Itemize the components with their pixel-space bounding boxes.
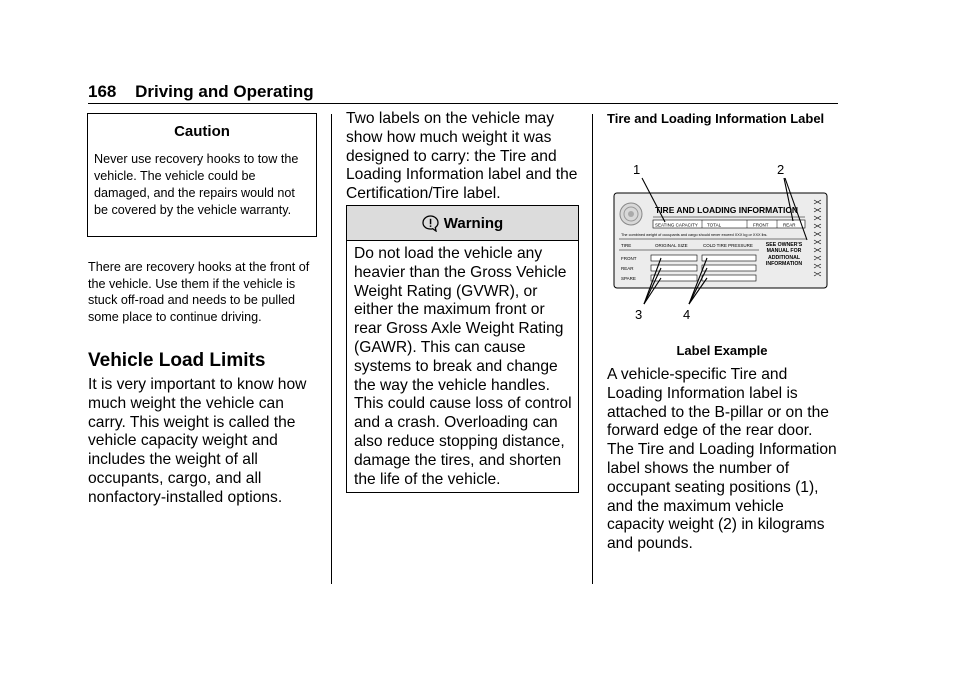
tire-label-figure — [607, 158, 829, 323]
callout-3: 3 — [635, 307, 643, 322]
page-number: 168 — [88, 82, 117, 101]
total-label: TOTAL — [707, 222, 722, 228]
pressure-col-label: COLD TIRE PRESSURE — [703, 243, 753, 248]
warning-title: Warning — [443, 214, 504, 232]
rear-row-label: REAR — [621, 266, 634, 271]
tire-label-paragraph: A vehicle-specific Tire and Loading Information label is attached to the B-pillar or on the forward edge of the rear door. The Tire and Loading Information label shows the number of occupant seating positions (1), and the maximum vehicle capacity weight (2) in kilograms and pounds. — [607, 366, 837, 553]
column-divider — [592, 114, 593, 584]
front-row-label: FRONT — [621, 256, 637, 261]
page-header — [88, 82, 314, 102]
callout-2: 2 — [777, 162, 785, 177]
seal-icon — [620, 203, 642, 225]
warning-box — [346, 205, 579, 493]
tire-label-title: Tire and Loading Information Label — [607, 111, 825, 126]
load-limits-paragraph: It is very important to know how much weight the vehicle can carry. This weight is called the vehicle capacity weight and includes the weight of all occupants, cargo, and all nonfactory-installed options. — [88, 376, 307, 506]
callout-1: 1 — [633, 162, 641, 177]
callout-4: 4 — [683, 307, 691, 322]
see-manual-text: SEE OWNER'S MANUAL FOR ADDITIONAL INFORMATION — [765, 242, 803, 268]
section-title: Driving and Operating — [135, 82, 314, 101]
warning-header — [347, 206, 578, 241]
header-rule — [88, 103, 838, 104]
column-divider — [331, 114, 332, 584]
load-limits-heading: Vehicle Load Limits — [88, 350, 266, 371]
figure-caption: Label Example — [676, 343, 768, 358]
front-label: FRONT — [753, 222, 769, 228]
caution-box — [87, 113, 317, 237]
rear-label: REAR — [783, 222, 796, 228]
tire-col-label: TIRE — [621, 243, 632, 248]
label-title: TIRE AND LOADING INFORMATION — [655, 205, 799, 215]
combined-weight-text: The combined weight of occupants and cargo should never exceed XXX kg or XXX lbs. — [621, 233, 768, 237]
warning-body: Do not load the vehicle any heavier than the Gross Vehicle Weight Rating (GVWR), or either the maximum front or rear Gross Axle Weight Rating (GAWR). This can cause systems to break and change the way the vehicle handles. This could cause loss of control and a crash. Overloading can also reduce stopping distance, damage the tires, and shorten the life of the vehicle. — [354, 245, 572, 488]
two-labels-paragraph: Two labels on the vehicle may show how much weight it was designed to carry: the Tire and Loading Information label and the Certification/Tire label. — [346, 110, 578, 203]
seating-capacity-label: SEATING CAPACITY — [655, 222, 698, 228]
caution-body: Never use recovery hooks to tow the vehicle. The vehicle could be damaged, and the repairs would not be covered by the vehicle warranty. — [94, 152, 299, 217]
warning-icon — [422, 215, 439, 232]
spare-row-label: SPARE — [621, 276, 636, 281]
size-col-label: ORIGINAL SIZE — [655, 243, 688, 248]
recovery-hooks-text: There are recovery hooks at the front of the vehicle. Use them if the vehicle is stuck off-road and needs to be pulled some place to continue driving. — [88, 260, 310, 324]
caution-title: Caution — [174, 123, 230, 140]
